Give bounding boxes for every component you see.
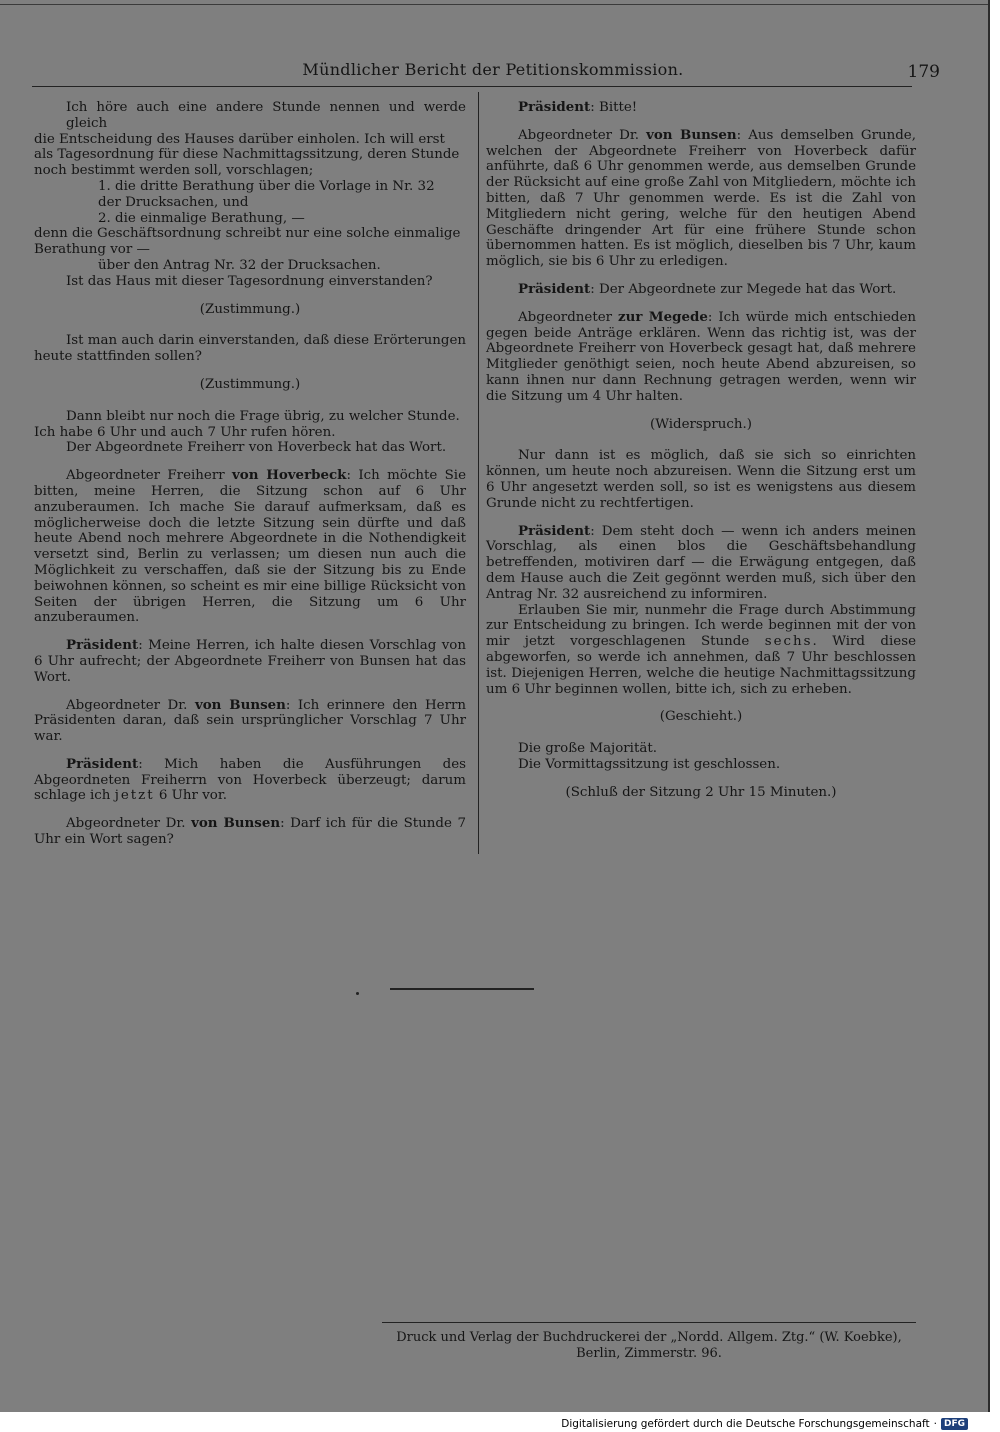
end-rule	[390, 988, 534, 990]
speech-text: : Ich erinnere den Herrn Präsidenten daran, daß sein ursprünglicher Vorschlag 7 Uhr war.	[34, 697, 467, 745]
printer-imprint	[382, 1330, 916, 1362]
column-divider	[478, 92, 479, 854]
speech-text: : Darf ich für die Stunde 7 Uhr ein Wort sagen?	[34, 816, 466, 848]
speech-text: : Ich würde mich entschieden gegen beide Anträge erklären. Wenn das richtig ist, was der Abgeordnete Freiherr von Hoverbeck gesagt hat, daß mehrere Mitglieder genöthigt seien, noch heute Abend abzureisen, so kann ihnen nur dann Rechnung getragen werden, wenn wir die Sitzung um 4 Uhr halten.	[486, 309, 916, 404]
speaker-prefix: Abgeordneter Freiherr	[66, 468, 232, 484]
stage-direction: (Widerspruch.)	[649, 416, 752, 432]
imprint-line: Druck und Verlag der Buchdruckerei der „Nordd. Allgem. Ztg.“ (W. Koebke),	[396, 1330, 902, 1345]
speaker-name: Präsident	[518, 99, 591, 115]
speech-text: : Ich möchte Sie bitten, meine Herren, die Sitzung schon auf 6 Uhr anzuberaumen. Ich mache Sie darauf aufmerksam, daß es möglicherweise doch die letzte Sitzung sein dürfte und daß heute Abend noch mehrere Abgeordnete in die Nothendigkeit versetzt sind, Berlin zu verlassen; um diesen nun auch die Möglichkeit zu verschaffen, daß sie der Sitzung bis zu Ende beiwohnen können, so scheint es mir eine billige Rücksicht von Seiten der übrigen Herren, die Sitzung um 6 Uhr anzuberaumen.	[34, 468, 466, 626]
speaker-name: zur Megede	[618, 308, 708, 325]
stage-direction: (Zustimmung.)	[199, 301, 301, 317]
speaker-name: Präsident	[518, 522, 591, 539]
text-line: Ist das Haus mit dieser Tagesordnung einverstanden?	[66, 273, 433, 289]
page-edge	[988, 0, 1000, 1432]
closing-note: (Schluß der Sitzung 2 Uhr 15 Minuten.)	[565, 784, 837, 800]
speech-text: : Dem steht doch — wenn ich anders meinen Vorschlag, als einen blos die Geschäftsbehandlung betreffenden, motiviren darf — die Erwägung entgegen, daß dem Hause auch die Zeit gegönnt werden muß, sich über den Antrag Nr. 32 ausreichend zu informiren.	[486, 523, 916, 602]
speech-text: 6 Uhr vor.	[154, 788, 228, 804]
credit-text: Digitalisierung gefördert durch die Deutsche Forschungsgemeinschaft	[561, 1418, 930, 1430]
imprint-line: Berlin, Zimmerstr. 96.	[576, 1346, 722, 1361]
page-number: 179	[907, 62, 940, 82]
speech-text: . Wird diese abgeworfen, so werde ich annehmen, daß 7 Uhr beschlossen ist. Diejenigen Herren, welche die heutige Nachmittagssitzung um 6 Uhr beginnen wollen, bitte ich, sich zu erheben.	[486, 634, 916, 697]
speaker-name: Präsident	[66, 637, 139, 654]
text-line: Ist man auch darin einverstanden, daß diese Erörterungen	[66, 333, 466, 349]
text-line: 2. die einmalige Berathung, —	[98, 210, 305, 226]
speaker-name: Präsident	[66, 755, 139, 772]
speech-paragraph	[34, 468, 466, 626]
text-line: der Drucksachen, und	[98, 194, 249, 210]
speech-text: : Bitte!	[590, 100, 638, 115]
speech-paragraph	[486, 282, 916, 298]
emphasis-text: jetzt	[114, 788, 155, 804]
page-header	[28, 60, 958, 88]
text-line: als Tagesordnung für diese Nachmittagssitzung, deren Stunde	[34, 147, 460, 163]
emphasis-text: sechs	[764, 634, 813, 650]
top-edge-line	[0, 4, 988, 5]
text-line: Die Vormittagssitzung ist geschlossen.	[518, 756, 781, 772]
paragraph	[34, 333, 466, 365]
stage-direction: (Zustimmung.)	[199, 376, 301, 392]
speaker-prefix: Abgeordneter Dr.	[66, 697, 195, 713]
paragraph	[486, 603, 916, 698]
speech-paragraph	[486, 128, 916, 270]
speaker-name: von Bunsen	[646, 126, 737, 143]
speech-paragraph	[34, 698, 466, 745]
speaker-prefix: Abgeordneter Dr.	[66, 816, 192, 832]
speech-text: Erlauben Sie mir, nunmehr die Frage durch Abstimmung zur Entscheidung zu bringen. Ich werde beginnen mit der von mir jetzt vorgeschlagenen Stunde	[486, 602, 916, 650]
dfg-logo-icon: DFG	[941, 1418, 968, 1430]
text-line: Ich habe 6 Uhr und auch 7 Uhr rufen hören.	[34, 424, 336, 440]
speech-text: : Der Abgeordnete zur Megede hat das Wort.	[590, 281, 897, 297]
text-line: heute stattfinden sollen?	[34, 349, 202, 365]
stage-direction: (Geschieht.)	[659, 709, 743, 725]
speech-text: : Meine Herren, ich halte diesen Vorschlag von 6 Uhr aufrecht; der Abgeordnete Freiherr von Bunsen hat das Wort.	[34, 638, 466, 685]
text-line: Die große Majorität.	[518, 741, 657, 757]
speaker-name: von Bunsen	[191, 815, 281, 832]
credit-separator: ·	[933, 1418, 937, 1430]
speech-text: : Aus demselben Grunde, welchen der Abgeordnete Freiherr von Hoverbeck dafür anführte, daß 6 Uhr genommen werde, aus demselben Grunde der Rücksicht auf eine große Zahl von Mitgliedern, möchte ich bitten, daß 7 Uhr genommen werde. Es ist die Zahl von Mitgliedern nicht gering, welche für den heutigen Abend Geschäfte dringender Art für eine frühere Stunde schon übernommen hatten. Es ist möglich, dieselben bis 7 Uhr, kaum möglich, sie bis 6 Uhr zu erledigen.	[486, 127, 916, 270]
speech-paragraph	[34, 816, 466, 848]
speech-paragraph	[34, 638, 466, 685]
paragraph	[34, 100, 466, 290]
paragraph: Nur dann ist es möglich, daß sie sich so einrichten können, um heute noch abzureisen. Wenn die Sitzung erst um 6 Uhr angesetzt werden soll, so ist es wenigstens aus diesem Grunde nicht zu rechtfertigen.	[486, 448, 916, 511]
text-line: 1. die dritte Berathung über die Vorlage in Nr. 32	[98, 178, 435, 194]
speaker-name: von Bunsen	[194, 696, 286, 713]
header-rule	[32, 86, 912, 87]
text-line: Berathung vor —	[34, 242, 150, 258]
text-line: denn die Geschäftsordnung schreibt nur eine solche einmalige	[34, 226, 461, 242]
text-line: über den Antrag Nr. 32 der Drucksachen.	[98, 257, 381, 273]
speech-paragraph	[486, 100, 916, 116]
text-line: Dann bleibt nur noch die Frage übrig, zu welcher Stunde.	[66, 408, 460, 424]
paragraph	[486, 741, 916, 773]
text-line: die Entscheidung des Hauses darüber einholen. Ich will erst	[34, 131, 445, 147]
ink-dot	[356, 992, 359, 995]
speech-paragraph	[486, 310, 916, 405]
right-column	[486, 100, 916, 816]
speaker-prefix: Abgeordneter Dr.	[518, 127, 647, 143]
speaker-prefix: Abgeordneter	[518, 309, 618, 325]
header-title: Mündlicher Bericht der Petitionskommission.	[302, 60, 684, 79]
speaker-name: Präsident	[518, 280, 591, 297]
speech-paragraph	[486, 524, 916, 603]
speech-paragraph	[34, 757, 466, 804]
text-line: noch bestimmt werden soll, vorschlagen;	[34, 163, 314, 179]
footer-rule	[382, 1322, 916, 1323]
left-column	[34, 100, 466, 860]
digitization-credit	[561, 1418, 968, 1430]
text-line: Ich höre auch eine andere Stunde nennen und werde gleich	[66, 100, 466, 131]
speaker-name: von Hoverbeck	[231, 467, 347, 484]
speech-text: : Mich haben die Ausführungen des Abgeordneten Freiherrn von Hoverbeck überzeugt; darum schlage ich	[34, 756, 466, 804]
paragraph	[34, 409, 466, 456]
text-line: Der Abgeordnete Freiherr von Hoverbeck hat das Wort.	[66, 440, 447, 456]
